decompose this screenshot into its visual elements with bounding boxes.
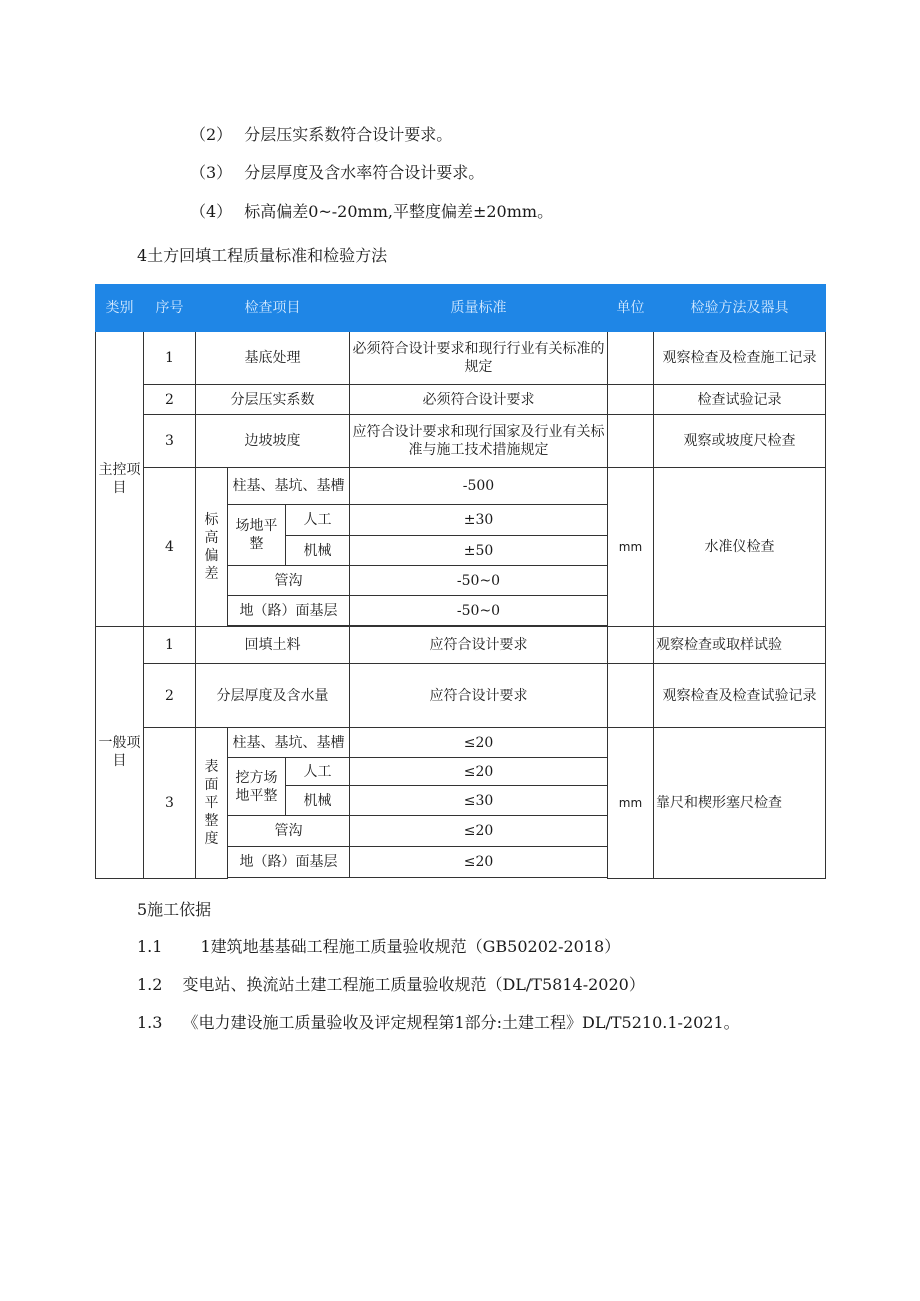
- sub-item: 机械: [286, 536, 350, 566]
- sub-value: ≤20: [350, 728, 608, 758]
- sub-item: 地（路）面基层: [228, 847, 350, 878]
- quality-standard-table: [95, 284, 827, 879]
- sub-value: ≤20: [350, 847, 608, 878]
- sub-item: 挖方场地平整: [228, 758, 286, 816]
- item-number: （3）: [190, 163, 233, 182]
- row-item: 边坡坡度: [196, 415, 350, 468]
- item-number: （2）: [190, 125, 233, 144]
- sub-item: 柱基、基坑、基槽: [228, 468, 350, 505]
- basis-number: 1.3: [137, 1013, 163, 1032]
- header-standard: 质量标准: [350, 285, 608, 332]
- basis-item: [137, 972, 645, 995]
- row-no: 2: [144, 664, 196, 728]
- sub-item: 人工: [286, 505, 350, 536]
- sub-value: -50~0: [350, 596, 608, 626]
- table-row: [96, 728, 827, 758]
- table-row: [96, 664, 827, 728]
- row-method: 观察检查或取样试验: [654, 627, 826, 664]
- table-row: [96, 385, 827, 415]
- item-text: 分层压实系数符合设计要求。: [244, 125, 453, 144]
- row-no: 3: [144, 415, 196, 468]
- basis-item: [137, 934, 620, 957]
- row-method: 观察检查及检查试验记录: [654, 664, 826, 728]
- sub-item: 柱基、基坑、基槽: [228, 728, 350, 758]
- sub-value: ±50: [350, 536, 608, 566]
- basis-item: [137, 1010, 740, 1033]
- row-standard: 必须符合设计要求和现行行业有关标准的规定: [350, 332, 608, 385]
- row-method: 靠尺和楔形塞尺检查: [654, 728, 826, 879]
- item-2: [190, 122, 452, 145]
- basis-text: 《电力建设施工质量验收及评定规程第1部分:土建工程》DL/T5210.1-2021。: [182, 1013, 740, 1032]
- header-item: 检查项目: [196, 285, 350, 332]
- table-header-row: [96, 285, 827, 332]
- basis-number: 1.2: [137, 975, 163, 994]
- header-method: 检验方法及器具: [654, 285, 826, 332]
- row-unit: mm: [608, 468, 654, 627]
- row-standard: 应符合设计要求: [350, 664, 608, 728]
- table-row: [96, 332, 827, 385]
- sub-item: 管沟: [228, 566, 350, 596]
- item-4: [190, 199, 553, 222]
- sub-item: 机械: [286, 786, 350, 816]
- item-3: [190, 160, 484, 183]
- sub-item: 人工: [286, 758, 350, 786]
- row-unit: [608, 332, 654, 385]
- basis-number: 1.1: [137, 937, 163, 956]
- category-main: 主控项目: [96, 332, 144, 627]
- row-method: 水准仪检查: [654, 468, 826, 627]
- row-unit: [608, 415, 654, 468]
- row-no: 2: [144, 385, 196, 415]
- row-standard: 必须符合设计要求: [350, 385, 608, 415]
- section4-title: 4土方回填工程质量标准和检验方法: [137, 246, 388, 265]
- row-standard: 应符合设计要求和现行国家及行业有关标准与施工技术措施规定: [350, 415, 608, 468]
- row-unit: [608, 664, 654, 728]
- item-text: 标高偏差0~-20mm,平整度偏差±20mm。: [244, 202, 554, 221]
- item-text: 分层厚度及含水率符合设计要求。: [244, 163, 485, 182]
- item-number: （4）: [190, 202, 233, 221]
- sub-value: ≤20: [350, 816, 608, 847]
- row-no: 1: [144, 627, 196, 664]
- sub-value: -50~0: [350, 566, 608, 596]
- row-standard: 应符合设计要求: [350, 627, 608, 664]
- row-item: 基底处理: [196, 332, 350, 385]
- table-row: [96, 627, 827, 664]
- category-general: 一般项目: [96, 627, 144, 879]
- row-method: 观察检查及检查施工记录: [654, 332, 826, 385]
- section5-title: 5施工依据: [137, 900, 212, 919]
- row-method: 观察或坡度尺检查: [654, 415, 826, 468]
- row-method: 检查试验记录: [654, 385, 826, 415]
- row-unit: [608, 385, 654, 415]
- row-item: 分层压实系数: [196, 385, 350, 415]
- header-category: 类别: [96, 285, 144, 332]
- row-unit: mm: [608, 728, 654, 879]
- sub-value: ≤20: [350, 758, 608, 786]
- table-row: [96, 415, 827, 468]
- sub-value: ≤30: [350, 786, 608, 816]
- sub-value: -500: [350, 468, 608, 505]
- row-no: 3: [144, 728, 196, 879]
- row-item: 分层厚度及含水量: [196, 664, 350, 728]
- sub-value: ±30: [350, 505, 608, 536]
- row-no: 1: [144, 332, 196, 385]
- row-unit: [608, 627, 654, 664]
- basis-text: 变电站、换流站土建工程施工质量验收规范（DL/T5814-2020）: [182, 975, 645, 994]
- sub-item: 管沟: [228, 816, 350, 847]
- sub-item: 场地平整: [228, 505, 286, 566]
- header-no: 序号: [144, 285, 196, 332]
- row-no: 4: [144, 468, 196, 627]
- header-unit: 单位: [608, 285, 654, 332]
- row-item: 回填土料: [196, 627, 350, 664]
- group-label: 表 面 平 整 度: [196, 728, 228, 879]
- table-row: [96, 468, 827, 505]
- basis-text: 1建筑地基基础工程施工质量验收规范（GB50202-2018）: [200, 937, 621, 956]
- sub-item: 地（路）面基层: [228, 596, 350, 626]
- group-label: 标 高 偏 差: [196, 468, 228, 627]
